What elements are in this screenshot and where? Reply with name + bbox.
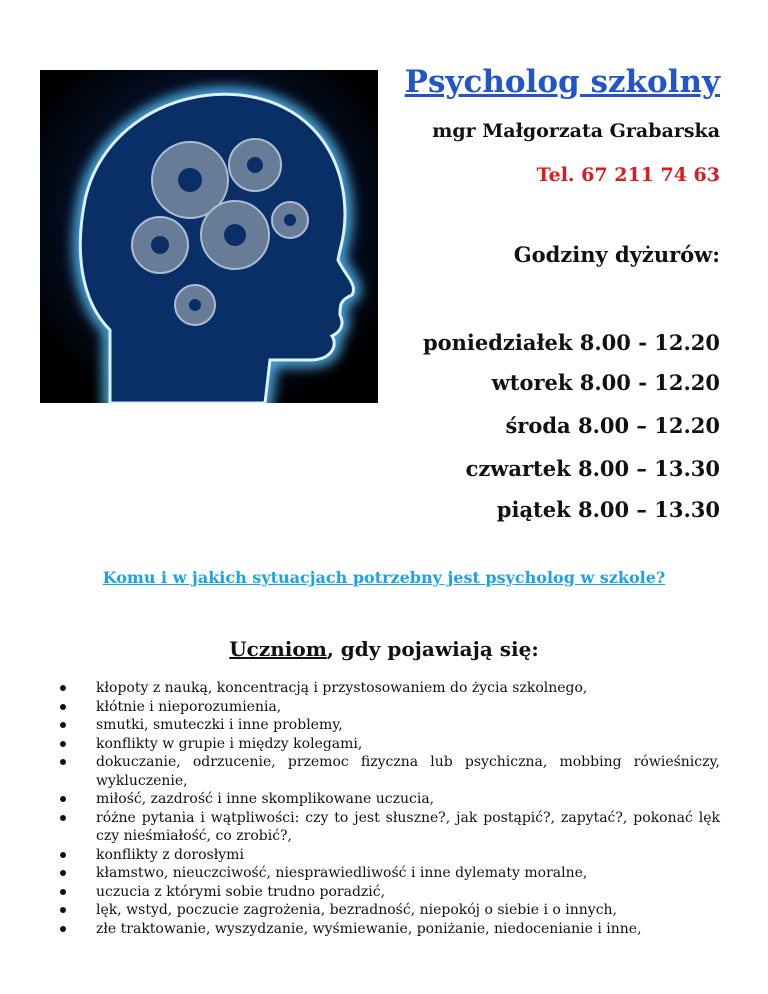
bullet-icon [60,741,66,747]
list-item-text: kłopoty z nauką, koncentracją i przystosowaniem do życia szkolnego, [96,680,588,696]
list-item-text: różne pytania i wątpliwości: czy to jest słuszne?, jak postąpić?, zapytać?, pokonać lęk czy nieśmiałość, co zrobić?, [96,809,720,844]
list-item [48,790,720,809]
list-item [48,735,720,754]
list-item [48,846,720,865]
head-gears-image [40,70,378,403]
list-item-text: konflikty z dorosłymi [96,846,244,863]
office-hours-tuesday: wtorek 8.00 - 12.20 [491,370,720,395]
office-hours-monday: poniedziałek 8.00 - 12.20 [422,330,720,355]
question-heading: Komu i w jakich sytuacjach potrzebny jest psycholog w szkole? [102,568,666,587]
pupils-heading [0,637,768,661]
list-item [48,753,720,790]
list-item-text: smutki, smuteczki i inne problemy, [96,717,343,733]
bullet-icon [60,926,66,932]
pupils-heading-rest: , gdy pojawiają się: [326,637,539,661]
bullet-icon [60,685,66,691]
bullet-icon [60,759,66,765]
pupils-word: Uczniom [229,637,327,661]
office-hours-wednesday: środa 8.00 – 12.20 [505,413,720,438]
office-hours-friday: piątek 8.00 – 13.30 [496,497,720,522]
list-item [48,883,720,902]
bullet-icon [60,704,66,710]
situations-list [48,679,720,938]
phone-number: Tel. 67 211 74 63 [536,164,720,186]
list-item-text: dokuczanie, odrzucenie, przemoc fizyczna lub psychiczna, mobbing rówieśniczy, wykluczenie, [96,754,720,789]
list-item-text: konflikty w grupie i między kolegami, [96,735,363,752]
list-item-text: złe traktowanie, wyszydzanie, wyśmiewanie, poniżanie, niedocenianie i inne, [96,920,642,937]
list-item [48,901,720,920]
list-item-text: kłamstwo, nieuczciwość, niesprawiedliwość i inne dylematy moralne, [96,865,588,881]
list-item [48,698,720,717]
page-title: Psycholog szkolny [404,64,720,100]
list-item [48,809,720,846]
list-item [48,679,720,698]
bullet-icon [60,722,66,728]
bullet-icon [60,870,66,876]
list-item-text: uczucia z którymi sobie trudno poradzić, [96,883,386,900]
office-hours-title: Godziny dyżurów: [513,242,720,267]
bullet-icon [60,907,66,913]
bullet-icon [60,815,66,821]
list-item [48,920,720,939]
list-item-text: kłótnie i nieporozumienia, [96,698,282,715]
list-item-text: miłość, zazdrość i inne skomplikowane uczucia, [96,791,435,807]
list-item [48,716,720,735]
office-hours-thursday: czwartek 8.00 – 13.30 [465,456,720,481]
psychologist-name: mgr Małgorzata Grabarska [432,120,720,142]
list-item-text: lęk, wstyd, poczucie zagrożenia, bezradność, niepokój o siebie i o innych, [96,902,618,918]
bullet-icon [60,889,66,895]
bullet-icon [60,796,66,802]
head-gears-illustration [40,70,378,403]
bullet-icon [60,852,66,858]
list-item [48,864,720,883]
